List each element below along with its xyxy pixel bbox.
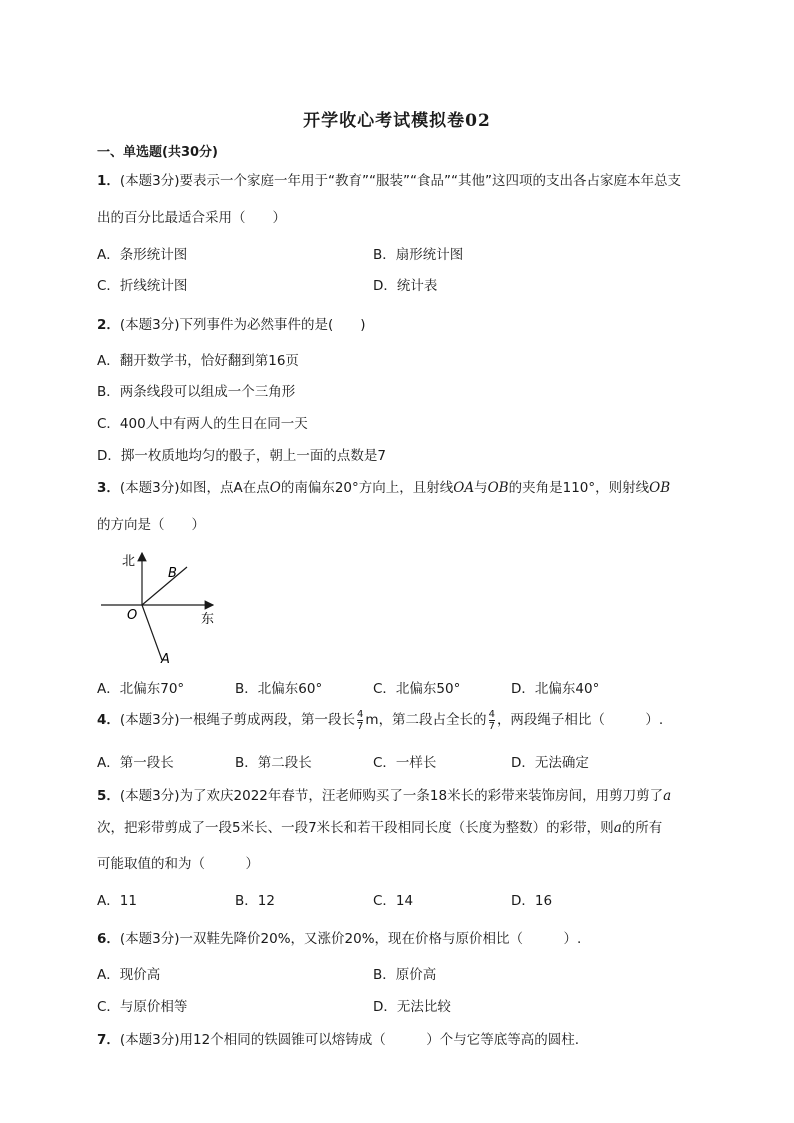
question-1-option-b: B．扇形统计图: [373, 247, 464, 263]
origin-label: O: [127, 608, 138, 623]
question-1-option-a: A．条形统计图: [97, 247, 188, 263]
question-text: (本题3分)为了欢庆2022年春节，汪老师购买了一条18米长的彩带来装饰房间，用剪刀剪了: [119, 788, 664, 804]
fraction-numerator: 4: [357, 708, 364, 720]
ray-ob: OB: [649, 480, 671, 496]
question-3-option-d: D．北偏东40°: [511, 681, 600, 697]
question-text: 的所有: [621, 820, 663, 836]
question-5-option-b: B．12: [235, 893, 275, 909]
question-text: (本题3分)下列事件为必然事件的是( ): [119, 317, 366, 333]
question-number: 1．: [97, 173, 120, 189]
question-text: 的夹角是110°，则射线: [508, 480, 650, 496]
fraction: [489, 709, 495, 732]
question-3-option-b: B．北偏东60°: [235, 681, 323, 697]
page-title: 开学收心考试模拟卷02: [303, 111, 491, 131]
question-text: 次，把彩带剪成了一段5米长、一段7米长和若干段相同长度（长度为整数）的彩带，则: [97, 820, 614, 836]
question-1-option-d: D．统计表: [373, 278, 438, 294]
point-o: O: [269, 480, 281, 496]
question-5-option-a: A．11: [97, 893, 137, 909]
question-3-line-2: 的方向是（ ）: [97, 517, 205, 533]
question-1-line-1: [97, 169, 681, 189]
question-2-line-1: [97, 313, 366, 333]
point-b-label: B: [168, 566, 177, 581]
question-6-option-a: A．现价高: [97, 967, 161, 983]
section-heading: 一、单选题(共30分): [97, 145, 218, 160]
fraction-denominator: 7: [488, 720, 495, 732]
ray-oa-line: [142, 605, 162, 660]
question-number: 7．: [97, 1032, 120, 1048]
question-3-option-c: C．北偏东50°: [373, 681, 461, 697]
question-6-option-d: D．无法比较: [373, 999, 451, 1015]
question-4-option-a: A．第一段长: [97, 755, 174, 771]
question-3-line-1: [97, 476, 670, 496]
question-6-option-b: B．原价高: [373, 967, 437, 983]
question-4-option-c: C．一样长: [373, 755, 437, 771]
question-6-line-1: [97, 927, 581, 947]
question-5-line-2: [97, 816, 662, 836]
north-label: 北: [122, 554, 136, 569]
fraction: [357, 709, 363, 732]
ray-ob-line: [142, 567, 187, 605]
question-6-option-c: C．与原价相等: [97, 999, 188, 1015]
question-3-option-a: A．北偏东70°: [97, 681, 185, 697]
question-5-option-c: C．14: [373, 893, 414, 909]
question-1-option-c: C．折线统计图: [97, 278, 188, 294]
question-text: 的南偏东20°方向上，且射线: [280, 480, 454, 496]
question-2-option-d: D．掷一枚质地均匀的骰子，朝上一面的点数是7: [97, 448, 386, 464]
variable-a: a: [663, 788, 672, 804]
question-text: 与: [474, 480, 488, 496]
question-text: ，两段绳子相比（ ）.: [496, 712, 664, 728]
ray-oa: OA: [453, 480, 475, 496]
compass-figure: [95, 545, 225, 670]
variable-a: a: [613, 820, 622, 836]
question-text: (本题3分)如图，点A在点: [119, 480, 270, 496]
question-7-line-1: [97, 1028, 579, 1048]
question-5-option-d: D．16: [511, 893, 553, 909]
east-label: 东: [201, 612, 215, 627]
question-5-line-1: [97, 784, 671, 804]
question-2-option-c: C．400人中有两人的生日在同一天: [97, 416, 308, 432]
question-text: (本题3分)一双鞋先降价20%，又涨价20%，现在价格与原价相比（ ）.: [119, 931, 582, 947]
question-1-line-2: 出的百分比最适合采用（ ）: [97, 210, 286, 226]
question-number: 2．: [97, 317, 120, 333]
question-text: (本题3分)一根绳子剪成两段，第一段长: [119, 712, 356, 728]
question-5-line-3: 可能取值的和为（ ）: [97, 856, 259, 872]
unit: m: [365, 712, 379, 728]
question-text: (本题3分)要表示一个家庭一年用于“教育”“服装”“食品”“其他”这四项的支出各占家庭本年总支: [119, 173, 681, 189]
question-4-option-b: B．第二段长: [235, 755, 312, 771]
question-number: 3．: [97, 480, 120, 496]
question-number: 6．: [97, 931, 120, 947]
question-text: ，第二段占全长的: [378, 712, 487, 728]
fraction-denominator: 7: [357, 720, 364, 732]
point-a-label: A: [161, 652, 170, 667]
ray-ob: OB: [487, 480, 509, 496]
question-text: (本题3分)用12个相同的铁圆锥可以熔铸成（ ）个与它等底等高的圆柱.: [119, 1032, 579, 1048]
question-number: 5．: [97, 788, 120, 804]
question-2-option-b: B．两条线段可以组成一个三角形: [97, 384, 296, 400]
question-2-option-a: A．翻开数学书，恰好翻到第16页: [97, 353, 299, 369]
question-number: 4．: [97, 712, 120, 728]
fraction-numerator: 4: [488, 708, 495, 720]
question-4-line-1: [97, 708, 663, 732]
question-4-option-d: D．无法确定: [511, 755, 589, 771]
